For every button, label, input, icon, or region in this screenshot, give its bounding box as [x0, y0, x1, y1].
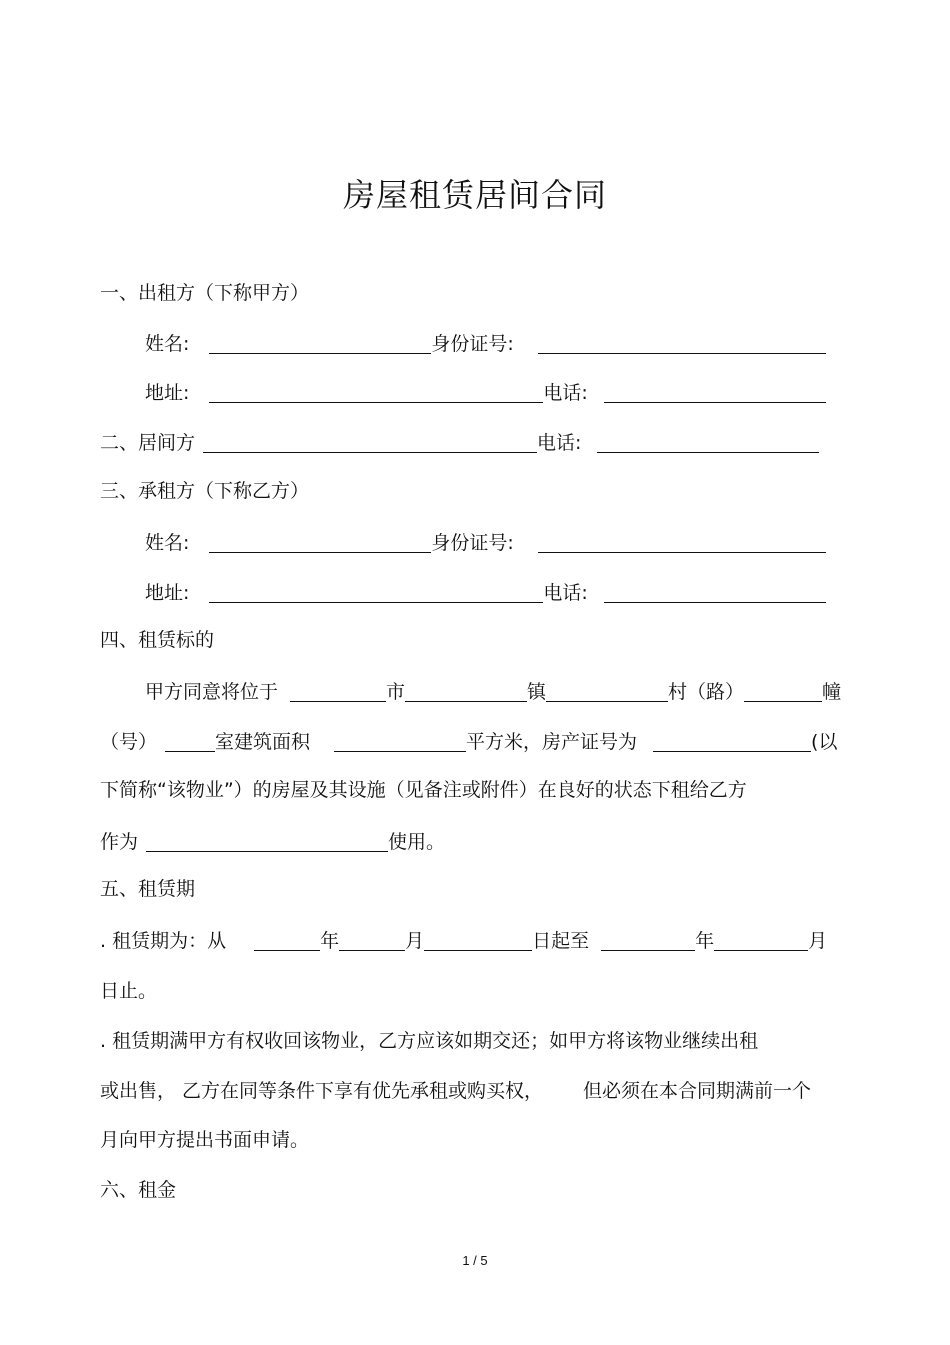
phone-label: 电话:: [537, 432, 582, 454]
broker-row: [100, 426, 819, 456]
month-label: 月: [405, 930, 425, 952]
property-description: 下简称“该物业”）的房屋及其设施（见备注或附件）在良好的状态下租给乙方: [100, 779, 747, 801]
start-month-field[interactable]: [339, 928, 405, 951]
number-label: （号）: [100, 731, 158, 753]
lessor-id-field[interactable]: [538, 331, 826, 354]
broker-name-field[interactable]: [203, 430, 537, 453]
lessor-name-field[interactable]: [209, 331, 431, 354]
building-field[interactable]: [744, 679, 822, 702]
lessee-name-field[interactable]: [209, 530, 431, 553]
term-clause-part-a: 或出售， 乙方在同等条件下享有优先承租或购买权，: [100, 1080, 544, 1102]
page-number: 1 / 5: [462, 1253, 488, 1268]
usage-row: [100, 825, 445, 855]
term-label: . 租赁期为：从: [100, 930, 227, 952]
lessor-phone-field[interactable]: [604, 380, 826, 403]
section-3-heading: 三、承租方（下称乙方）: [100, 480, 310, 502]
term-clause-line-3: 月向甲方提出书面申请。: [100, 1129, 310, 1151]
lessee-name-row: [145, 526, 826, 556]
usage-label: 作为: [100, 831, 139, 853]
section-5-heading: 五、租赁期: [100, 878, 196, 900]
end-month-field[interactable]: [714, 928, 808, 951]
property-area-row: [100, 725, 837, 755]
abbrev-open: (以: [811, 731, 838, 753]
broker-phone-field[interactable]: [597, 430, 819, 453]
section-6-heading: 六、租金: [100, 1179, 177, 1201]
village-field[interactable]: [546, 679, 668, 702]
year-label: 年: [695, 930, 715, 952]
id-label: 身份证号:: [431, 532, 514, 554]
page-title: 房屋租赁居间合同: [342, 176, 607, 214]
property-location-row: [145, 675, 841, 705]
until-label: 日起至: [532, 930, 590, 952]
city-label: 市: [386, 681, 406, 703]
deed-number-field[interactable]: [653, 729, 811, 752]
month-label: 月: [808, 930, 828, 952]
location-label: 甲方同意将位于: [145, 681, 279, 703]
town-field[interactable]: [405, 679, 527, 702]
village-label: 村（路）: [668, 681, 745, 703]
section-2-heading: 二、居间方: [100, 432, 196, 454]
area-label: 室建筑面积: [215, 731, 311, 753]
city-field[interactable]: [290, 679, 386, 702]
lessor-address-row: [145, 376, 826, 406]
id-label: 身份证号:: [431, 333, 514, 355]
lessee-phone-field[interactable]: [604, 580, 826, 603]
address-label: 地址:: [145, 382, 190, 404]
term-clause-line-1: . 租赁期满甲方有权收回该物业，乙方应该如期交还；如甲方将该物业继续出租: [100, 1030, 759, 1052]
section-1-heading: 一、出租方（下称甲方）: [100, 282, 310, 304]
end-year-field[interactable]: [601, 928, 695, 951]
usage-field[interactable]: [146, 829, 388, 852]
term-row: [100, 924, 827, 954]
start-day-field[interactable]: [424, 928, 532, 951]
term-clause-line-2: [100, 1076, 811, 1106]
lessor-address-field[interactable]: [209, 380, 543, 403]
building-label: 幢: [822, 681, 842, 703]
lessor-name-row: [145, 327, 826, 357]
phone-label: 电话:: [543, 382, 588, 404]
year-label: 年: [320, 930, 340, 952]
lessee-id-field[interactable]: [538, 530, 826, 553]
name-label: 姓名:: [145, 333, 190, 355]
start-year-field[interactable]: [254, 928, 320, 951]
name-label: 姓名:: [145, 532, 190, 554]
room-field[interactable]: [165, 729, 215, 752]
term-clause-part-b: 但必须在本合同期满前一个: [583, 1080, 812, 1102]
term-end-text: 日止。: [100, 980, 158, 1002]
section-4-heading: 四、租赁标的: [100, 629, 215, 651]
phone-label: 电话:: [543, 582, 588, 604]
area-field[interactable]: [334, 729, 466, 752]
town-label: 镇: [527, 681, 547, 703]
lessee-address-field[interactable]: [209, 580, 543, 603]
address-label: 地址:: [145, 582, 190, 604]
usage-suffix: 使用。: [388, 831, 446, 853]
lessee-address-row: [145, 576, 826, 606]
deed-label: 平方米，房产证号为: [466, 731, 638, 753]
